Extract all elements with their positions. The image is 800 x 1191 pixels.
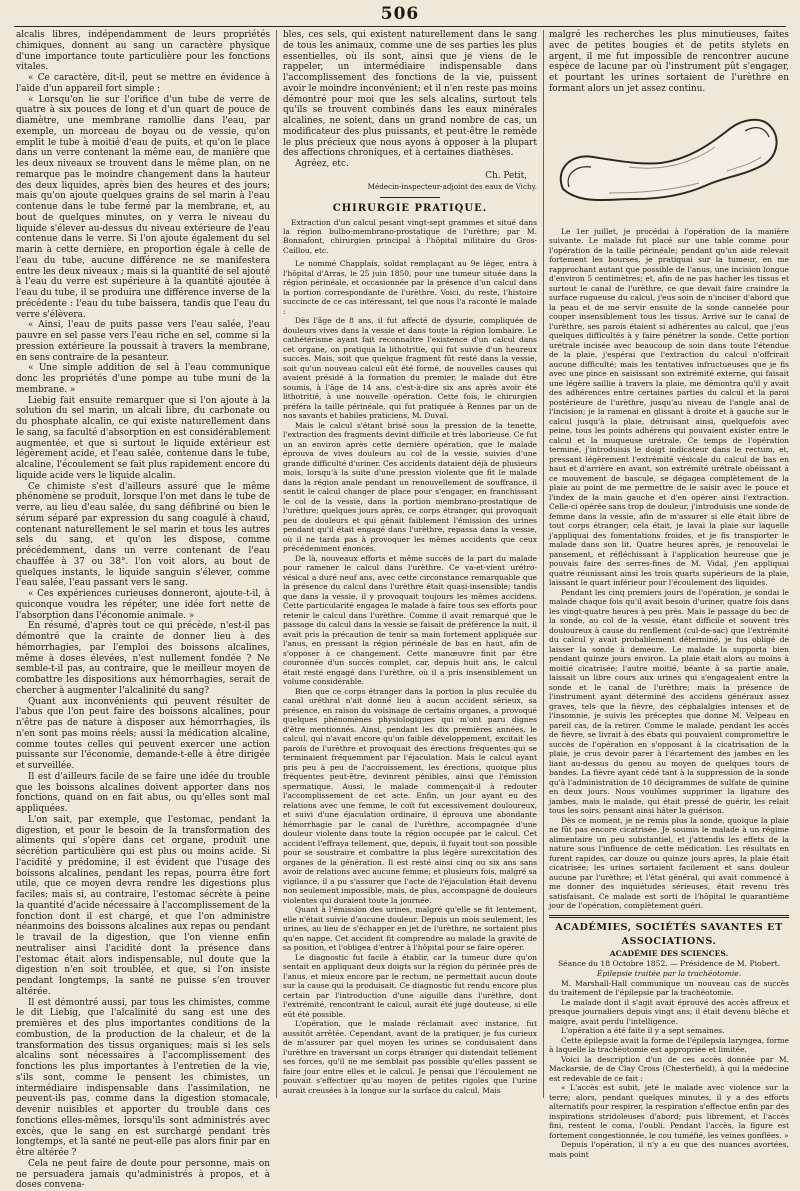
paragraph: Bien que ce corps étranger dans la portion la plus reculée du canal uréthral n'ait donné lieu à aucun accident sérieux, sa présence, en raison du voisinage de certains organes, a provoqué quelques phénomènes physiologiques qui m'ont paru dignes d'être mentionnés. Ainsi, pendant les dix premières années, le calcul, qui n'avait encore qu'un faible développement, excitait les parois de l'urèthre et provoquait des érections fréquentes qui se terminaient fréquemment par l'éjaculation. Mais le calcul ayant pris peu à peu de l'accroissement, les érections, quoique plus fréquentes peut-être, devinrent pénibles, ainsi que l'émission spermatique. Aussi, le malade commençait-il à redouter l'accomplissement de cet acte. Enfin, un jour ayant eu des relations avec une femme, le coït fut excessivement douloureux, et suivi d'une éjaculation ordinaire, il éprouva une abondante hémorrhagie par le canal de l'urèthre, accompagnée d'une douleur violente dans toute la région occupée par le calcul. Cet accident l'effraya tellement, que, depuis, il fuyait tout son possible pour se soustraire et combattre la plus légère surexcitation des organes de la génération. Il est resté ainsi cinq ou six ans sans avoir de relations avec aucune femme; et plusieurs fois, malgré sa vigilance, il a pu s'assurer que l'acte de l'éjaculation était devenu non seulement impossible, mais, de plus, accompagné de douleurs violentes qui duraient toute la journée. — [283, 686, 537, 905]
paragraph: Le diagnostic fut facile à établir, car la tumeur dure qu'on sentait en appliquant deux doigts sur la région du périnée près de l'anus, et mieux encore par le rectum, ne permettait aucun doute sur la cause qui la produisait. Ce diagnostic fut rendu encore plus certain par l'introduction d'une aiguille dans l'urèthre, dont l'extrémité, rencontrant le calcul, aurait été jugé douteuse, si elle eût été possible. — [283, 952, 537, 1019]
article-body — [283, 259, 537, 1095]
section-divider — [549, 915, 789, 918]
section-title: ACADÉMIES, SOCIÉTÉS SAVANTES ET ASSOCIATIONS. — [555, 921, 783, 947]
calculus-illustration — [549, 101, 789, 221]
separator — [380, 197, 440, 198]
paragraph: Quant aux inconvénients qui peuvent résulter de l'abus que l'on peut faire des boissons alcalines, pour n'être pas de nature à disposer aux hémorrhagies, ils n'en sont pas moins réels; aussi la médication alcaline, comme toutes celles qui peuvent exercer une action puissante sur l'économie, demande-t-elle à être dirigée et surveillée. — [16, 696, 270, 771]
paragraph: Le 1er juillet, je procédai à l'opération de la manière suivante. Le malade fut placé sur une table comme pour l'opération de la taille périnéale; pendant qu'un aide relevait fortement les bourses, je pratiquai sur la tumeur, en me rapprochant autant que possible de l'anus, une incision longue d'environ 5 centimètres; et, afin de ne pas hacher les tissus et surtout le canal de l'urèthre, ce que devait faire craindre la surface rugueuse du calcul, j'eus soin de n'inciser d'abord que la peau et de me servir ensuite de la sonde cannelée pour couper insensiblement tous les tissus. Arrivé sur le canal de l'urèthre, ses parois étaient si adhérentes au calcul, que j'eus quelques difficultés à y faire pénétrer la sonde. Cette portion urétrale incisée avec beaucoup de soin dans toute l'étendue de la plaie, j'espérai que l'extraction du calcul n'offrirait aucune difficulté; mais les tentatives infructueuses que je fis avec une pince en saisissant son extrémité externe, qui faisait une légère saillie à travers la plaie, me démontra qu'il y avait des adhérences entre certaines parties du calcul et la paroi postérieure de l'urèthre, jusqu'au niveau de l'angle anal de l'incision; je la ramenai en glissant à droite et à gauche sur le calcul jusqu'à la plaie, détruisant ainsi, quelquefois avec peine, tous les points adhérens qui pouvaient exister entre le calcul et la muqueuse urétrale. Ce temps de l'opération terminé, j'introduisis le doigt indicateur dans le rectum, et, pressant légèrement l'extrémité vésicale du calcul de bas en haut et d'arrière en avant, son extrémité urétrale obéissant à ce mouvement de bascule, se dégagea complètement de la plaie au point de me permettre de le saisir avec le pouce et l'index de la main gauche et d'en opérer ainsi l'extraction. Celle-ci opérée sans trop de douleur, j'introduisis une sonde de femme dans la vessie, afin de m'assurer si elle était libre de tout corps étranger; cela était, je lavai la plaie sur laquelle j'appliquai des fomentations froides, et je fis transporter le malade dans son lit. Quatre heures après, je renouvelai le pansement, et réfléchissant à l'application heureuse que je pouvais faire des serres-fines de M. Vidal, j'en appliquai quatre réunissant ainsi les trois quarts supérieurs de la plaie, laissant le quart inférieur pour l'écoulement des liquides. — [549, 226, 789, 587]
paragraph: Dès ce moment, je ne remis plus la sonde, quoique la plaie ne fût pas encore cicatrisée. Je soumis le malade à un régime alimentaire un peu substantiel, et j'attendis les effets de la nature sous l'influence de cette médication. Les résultats en furent rapides, car douze ou quinze jours après, la plaie était cicatrisée; les urines sortaient facilement et sans douleur aucune par l'urèthre; et l'état général, qui avait commencé à me donner des inquiétudes sérieuses, était revenu très satisfaisant. Ce malade est sorti de l'hôpital le quarantième jour de l'opération, complètement guéri. — [549, 815, 789, 910]
column-right — [549, 30, 789, 1159]
paragraph: Le malade dont il s'agit avait éprouvé des accès affreux et presque journaliers depuis vingt ans; il était devenu blêche et maigre, avait perdu l'intelligence. — [549, 997, 789, 1026]
section-title: CHIRURGIE PRATIQUE. — [332, 202, 488, 214]
academy-name: ACADÉMIE DES SCIENCES. — [609, 948, 729, 958]
paragraph: Cela ne peut faire de doute pour personne, mais on ne persuadera jamais qu'administrés à propos, et à doses convena- — [16, 1158, 270, 1191]
paragraph: malgré les recherches les plus minutieuses, faites avec de petites bougies et de petits stylets en argent, il me fut impossible de rencontrer aucune espèce de lacune par où l'instrument pût s'engager, et pourtant les urines sortaient de l'urèthre en formant alors un jet assez continu. — [549, 30, 789, 94]
paragraph: alcalis libres, indépendamment de leurs propriétés chimiques, donnent au sang un caractère physique d'une importance toute particulière pour les fonctions vitales. — [16, 30, 270, 73]
article-continuation — [549, 227, 789, 911]
article-title: Épilepsie traitée par la trachéotomie. — [596, 968, 742, 978]
header-rule — [14, 26, 786, 27]
column-divider — [543, 30, 544, 1098]
paragraph: Voici la description d'un de ces accès donnée par M. Mackarsie, de de Clay Cross (Chesterfield), à qui la médecine est redevable de ce fait : — [549, 1054, 789, 1083]
column-left — [16, 30, 270, 1191]
paragraph: « Une simple addition de sel à l'eau communique donc les propriétés d'une pompe au tube muni de la membrane. » — [16, 363, 270, 395]
paragraph: En résumé, d'après tout ce qui précède, n'est-il pas démontré que la crainte de donner lieu à des hémorrhagies, par l'emploi des boissons alcalines, même à doses élevées, n'est nullement fondée ? Ne semble-t-il pas, au contraire, que le meilleur moyen de combattre les dispositions aux hémorrhagies, serait de chercher à augmenter l'alcalinité du sang? — [16, 621, 270, 696]
paragraph: « Ce caractère, dit-il, peut se mettre en évidence à l'aide d'un appareil fort simple : — [16, 73, 270, 94]
paragraph: M. Marshall-Hall communique un nouveau cas de succès du traitement de l'épilepsie par la trachéotomie. — [549, 978, 789, 997]
paragraph: Il est d'ailleurs facile de se faire une idée du trouble que les boissons alcalines doivent apporter dans nos fonctions, quand on en fait abus, ou qu'elles sont mal appliquées. — [16, 771, 270, 814]
paragraph: L'opération a été faite il y a sept semaines. — [561, 1026, 725, 1035]
paragraph: De là, nouveaux efforts et même succès de la part du malade pour ramener le calcul dans l'urèthre. Ce va-et-vient urétro-vésical a duré neuf ans, avec cette circonstance remarquable que la présence du calcul dans l'urèthre était quasi-insensible; tandis que dans la vessie, il y provoquait toujours les mêmes accidens. Cette particularité engagea le malade à faire tous ses efforts pour retenir le calcul dans l'urèthre. Comme il avait remarqué que le passage du calcul dans la vessie se faisait de préférence la nuit, il avait pris la précaution de tenir sa main fortement appliquée sur l'anus, en pressant la région périnéale de bas en haut, afin de s'opposer à ce changement. Cette manœuvre finit par être couronnée d'un succès complet, car, depuis huit ans, le calcul était resté engagé dans l'urèthre, où il a pris insensiblement un volume considérable. — [283, 553, 537, 687]
paragraph: « Lorsqu'on lie sur l'orifice d'un tube de verre de quatre à six pouces de long et d'un quart de pouce de diamètre, une membrane ramollie dans l'eau, par exemple, un morceau de boyau ou de vessie, qu'on emplit le tube à moitié d'eau de puits, et qu'on le place dans un verre contenant la même eau, de manière que les deux niveaux se trouvent dans le même plan, on ne remarque pas le moindre changement dans la hauteur des deux liquides, après bien des heures et des jours; mais qu'on ajoute quelques grains de sel marin à l'eau contenue dans le tube fermé par la membrane, et, au bout de quelques minutes, on y verra le niveau du liquide s'élever au-dessus du niveau extérieure de l'eau contenue dans le verre. Si l'on ajoute également du sel marin à cette dernière, en proportion égale à celle de l'eau du tube, aucune différence ne se manifestera entre les deux niveaux ; mais si la quantité de sel ajouté à l'eau du verre est supérieure à la quantité ajoutée à l'eau du tube, il se produira une différence inverse de la précédente : l'eau du tube baissera, tandis que l'eau du verre s'élèvera. — [16, 94, 270, 320]
paragraph: « L'accès est subit, jeté le malade avec violence sur la terre; alors, pendant quelques minutes, il y a des efforts alternatifs pour respirer, la respiration s'effectue enfin par des inspirations stridoleuses d'abord; puis librement, et l'accès fini, restent le coma, l'oubli. Pendant l'accès, la figure est fortement congestionnée, le cou tuméfié, les veines gonflées. » — [549, 1083, 789, 1140]
paragraph: « Ainsi, l'eau de puits passe vers l'eau salée, l'eau pauvre en sel passe vers l'eau riche en sel, comme si la pression extérieure la poussait à travers la membrane, en sens contraire de la pesanteur. — [16, 320, 270, 363]
paragraph: Liebig fait ensuite remarquer que si l'on ajoute à la solution du sel marin, un alcali libre, du carbonate ou du phosphate alcalin, ce qui existe naturellement dans le sang, sa faculté d'absorption en est considérablement augmentée, et que si surtout le liquide extérieur est légèrement acide, et l'eau salée, contenue dans le tube, alcaline, l'écoulement se fait plus rapidement encore du liquide acide vers le liquide alcalin. — [16, 395, 270, 481]
paragraph: Quant à l'émission des urines, malgré qu'elle se fit lentement, elle n'était suivie d'aucune douleur. Depuis un mois seulement, les urines, au lieu de s'échapper en jet de l'urèthre, ne sortaient plus qu'en nappe. Cet accident fit comprendre au malade la gravité de sa position, et l'obligea d'entrer à l'hôpital pour se faire opérer. — [283, 905, 537, 953]
paragraph: Depuis l'opération, il n'y a eu que des nuances avortées, mais point — [549, 1140, 789, 1159]
signature-name: Ch. Petit, — [485, 170, 527, 181]
paragraph: Cette épilepsie avait la forme de l'épilepsia laryngea, forme à laquelle la trachéotomie est appropriée et limitée. — [549, 1035, 789, 1054]
session-line: Séance du 18 Octobre 1852. — Présidence de M. Piobert. — [557, 958, 781, 968]
paragraph: Il est démontré aussi, par tous les chimistes, comme le dit Liebig, que l'alcalinité du sang est une des premières et des plus importantes conditions de la combustion, de la production de la chaleur, et de la transformation des tissus organiques; mais si les sels alcalins sont nécessaires à l'accomplissement des fonctions les plus importantes à l'entretien de la vie, s'ils sont, comme le pensent les chimistes, un intermédiaire indispensable dans l'assimilation, ne peuvent-ils pas, comme dans la digestion stomacale, devenir nuisibles et apporter du trouble dans ces fonctions elles-mêmes, lorsqu'ils sont administrés avec excès, que le sang en est surchargé pendant très longtemps, et la santé ne peut-elle pas alors finir par en être altérée ? — [16, 997, 270, 1158]
paragraph: Mais le calcul s'étant brisé sous la pression de la tenette, l'extraction des fragments devint difficile et très laborieuse. Ce fut un an environ après cette dernière opération, que le malade éprouva de vives douleurs au col de la vessie, suivies d'une grande difficulté d'uriner. Ces accidents dataient déjà de plusieurs mois, lorsqu'à la suite d'une pression violente que fit le malade dans la région anale pendant un renouvellement de souffrance, il sentit le calcul changer de place pour s'engager, en franchissant le col de la vessie, dans la portion membrano-prostatique de l'urèthre; quelques jours après, ce corps étranger, qui provoquait peu de douleurs et qui gênait faiblement l'émission des urines pendant qu'il était engagé dans l'urèthre, repassa dans la vessie, où il ne tarda pas à provoquer les mêmes accidents que ceux précédemment énoncés. — [283, 420, 537, 554]
paragraph: Dès l'âge de 8 ans, il fut affecté de dysurie, compliquée de douleurs vives dans la vessie et dans toute la région lombaire. Le cathétérisme ayant fait reconnaître l'existence d'un calcul dans cet organe, on pratiqua la lithotritie, qui fut suivie d'un heureux succès. Mais, soit que quelque fragment fût resté dans la vessie, soit qu'un nouveau calcul eût été formé, de nouvelles causes qui avaient présidé à la formation du premier, le malade dut être soumis, à l'âge de 14 ans, c'est-à-dire six ans après avoir été lithotritié, à une nouvelle opération. Cette fois, le chirurgien préféra la taille périnéale, qui fut pratiquée à Rennes par un de nos savants et habiles praticiens, M. Duval. — [283, 316, 537, 421]
article-heading: Extraction d'un calcul pesant vingt-sept grammes et situé dans la région bulbo-membrano-prostatique de l'urèthre; par M. Bonnafont, chirurgien principal à l'hôpital militaire du Gros-Caillou, etc. — [283, 217, 537, 255]
paragraph: Ce chimiste s'est d'ailleurs assuré que le même phénomène se produit, lorsque l'on met dans le tube de verre, au lieu d'eau salée, du sang défibriné ou bien le sérum séparé par expression du sang coagulé à chaud, contenant naturellement le sel marin et tous les autres sels du sang, et qu'on les dispose, comme précédemment, dans un verre contenant de l'eau chauffée à 37 ou 38°. l'on voit alors, au bout de quelques instants, le liquide sanguin s'élever, comme l'eau salée, l'eau passant vers le sang. — [16, 481, 270, 589]
paragraph: Le nommé Chapplais, soldat remplaçant au 9e léger, entra à l'hôpital d'Arras, le 25 juin 1850, pour une tumeur située dans la région périnéale, et occasionnée par la présence d'un calcul dans la portion correspondante de l'urèthre. Voici, du reste, l'histoire succincte de ce cas intéressant, tel que nous l'a raconté le malade : — [283, 259, 537, 316]
paragraph: Pendant les cinq premiers jours de l'opération, je sondai le malade chaque fois qu'il avait besoin d'uriner, quatre fois dans les vingt-quatre heures à peu près. Mais le passage du bec de la sonde, au col de la vessie, étant difficile et souvent très douloureux à cause du renflement (cul-de-sac) que l'extrémité du calcul y avait probablement déterminé, je fus obligé de laisser la sonde à demeure. Le malade la supporta bien pendant quinze jours environ. La plaie était alors au moins à moitié cicatrisée; l'autre moitié, béante à sa partie anale, laissait un libre cours aux urines qui s'engageaient entre la sonde et le canal de l'urèthre; mais la présence de l'instrument ayant déterminé des accidens généraux assez graves, tels que la fièvre, des céphalalgies intenses et de l'insomnie, je suivis les préceptes que donne M. Velpeau en pareil cas, de la retirer. Comme le malade, pendant les accès de fièvre, se livrait à des ébats qui pouvaient compromettre le succès de l'opération en s'opposant à la cicatrisation de la plaie, je crus devoir parer à l'écartement des jambes en les liant au-dessus du genou au moyen de quelques tours de bandes. La fièvre ayant cédé tant à la suppression de la sonde qu'à l'administration de 10 décigrammes de sulfate de quinine en deux jours. Nous voulûmes supprimer la ligature des jambes, mais le malade, qui était pressé de guérir, les relait tous les soirs, pensant ainsi hâter la guérison. — [549, 587, 789, 815]
paragraph: « Ces expériences curieuses donneront, ajoute-t-il, à quiconque voudra les répéter, une idée fort nette de l'absorption dans l'économie animale. » — [16, 589, 270, 621]
signature-title: Médecin-inspecteur-adjoint des eaux de Vichy. — [367, 181, 537, 191]
paragraph: bles, ces sels, qui existent naturellement dans le sang de tous les animaux, comme une de ses parties les plus essentielles, où ils sont, ainsi que je viens de le rappeler, un intermédiaire indispensable dans l'accomplissement des fonctions de la vie, puissent avoir le moindre inconvénient; et il n'en reste pas moins démontré pour moi que les sels alcalins, surtout tels qu'ils se trouvent combinés dans les eaux minérales alcalines, ne soient, dans un grand nombre de cas, un modificateur des plus puissants, et peut-être le remède le plus précieux que nous ayons à opposer à la plupart des affections chroniques, et à certaines diathèses. — [283, 30, 537, 159]
page-number: 506 — [380, 4, 420, 24]
calculus-stone-shape — [561, 119, 777, 199]
paragraph: L'opération, que le malade réclamait avec instance, fut aussitôt arrêtée. Cependant, avant de la pratiquer, je fus curieux de m'assurer par quel moyen les urines se conduisaient dans l'urèthre en traversant un corps étranger qui distendait tellement ses forces, qu'il ne me semblait pas possible qu'elles passent se faire jour entre elles et le calcul. Je pensai que l'écoulement ne pouvait s'effectuer qu'au moyen de petites rigoles que l'urine aurait creusées à la longue sur la surface du calcul. Mais — [283, 1019, 537, 1095]
column-divider — [276, 30, 277, 1098]
academy-body — [549, 979, 789, 1160]
closing-salutation: Agréez, etc. — [295, 159, 349, 169]
paragraph: L'on sait, par exemple, que l'estomac, pendant la digestion, et pour le besoin de la transformation des aliments qui s'opère dans cet organe, produit une sécrétion particulière qui est plus ou moins acide. Si l'acidité y prédomine, il est évident que l'usage des boissons alcalines, pendant les repas, pourra être fort utile, que ce moyen devra rendre les digestions plus faciles; mais si, au contraire, l'estomac sécrète à peine la quantité d'acide nécessaire à l'accomplissement de la fonction dont il est chargé, et que l'on administre néanmoins des boissons alcalines aux repas ou pendant le travail de la digestion, que l'on vienne enfin neutraliser ainsi l'acidité dont la présence dans l'estomac était alors indispensable, nul doute que la digestion n'en soit troublée, et que, si l'on insiste pendant longtemps, la santé ne puisse s'en trouver altérée. — [16, 814, 270, 997]
column-middle — [283, 30, 537, 1098]
